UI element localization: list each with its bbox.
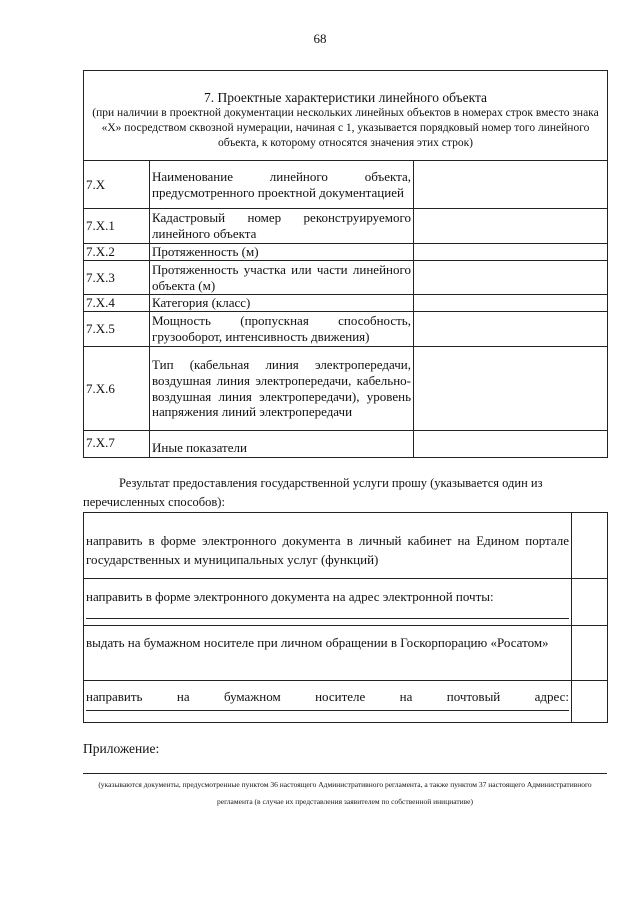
option-word: адрес:: [534, 689, 569, 704]
row-value-cell[interactable]: [414, 312, 608, 347]
postal-address-fill-line[interactable]: [86, 710, 569, 711]
row-value-cell[interactable]: [414, 161, 608, 209]
row-label: Иные показатели: [150, 431, 414, 458]
table-row: [84, 312, 608, 347]
delivery-option-row: [84, 681, 608, 723]
delivery-option-row: [84, 513, 608, 579]
option-label: выдать на бумажном носителе при личном обращении в Госкорпорацию «Росатом»: [84, 626, 572, 681]
section7-title: 7. Проектные характеристики линейного объекта: [203, 89, 488, 105]
table-row: [84, 347, 608, 431]
option-word: направить: [86, 689, 143, 704]
row-number: 7.X.6: [84, 347, 150, 431]
row-number: 7.X.4: [84, 295, 150, 312]
option-word: на: [176, 689, 190, 704]
page-number: 68: [313, 31, 327, 46]
option-checkbox[interactable]: [572, 579, 608, 626]
option-cell: [84, 579, 572, 626]
table-row: [84, 431, 608, 458]
row-value-cell[interactable]: [414, 347, 608, 431]
row-number: 7.X.7: [84, 431, 150, 458]
appendix-fill-line[interactable]: [83, 773, 607, 774]
section7-header-row: [84, 71, 608, 161]
row-number: 7.X: [84, 161, 150, 209]
option-cell: [84, 681, 572, 723]
row-label: Категория (класс): [150, 295, 414, 312]
delivery-option-row: [84, 626, 608, 681]
option-label: направить в форме электронного документа в личный кабинет на Едином портале государственных и муниципальных услуг (функций): [84, 513, 572, 579]
table-row: [84, 261, 608, 295]
option-label: направить в форме электронного документа на адрес электронной почты:: [86, 589, 494, 604]
row-value-cell[interactable]: [414, 431, 608, 458]
row-number: 7.X.2: [84, 244, 150, 261]
appendix-note: (указываются документы, предусмотренные пунктом 36 настоящего Административного регламента, а также пунктом 37 настоящего Административного регламента (в случае их представления заявителем по собственной инициативе): [98, 780, 592, 806]
option-word: почтовый: [446, 689, 501, 704]
option-checkbox[interactable]: [572, 681, 608, 723]
row-label: Наименование линейного объекта, предусмотренного проектной документацией: [150, 161, 414, 209]
table-row: [84, 161, 608, 209]
row-value-cell[interactable]: [414, 244, 608, 261]
appendix-label: Приложение:: [83, 741, 160, 756]
result-intro: Результат предоставления государственной услуги прошу (указывается один из перечисленных способов):: [83, 476, 543, 509]
row-label: Протяженность участка или части линейного объекта (м): [150, 261, 414, 295]
row-value-cell[interactable]: [414, 209, 608, 244]
row-value-cell[interactable]: [414, 261, 608, 295]
row-number: 7.X.1: [84, 209, 150, 244]
row-number: 7.X.5: [84, 312, 150, 347]
option-checkbox[interactable]: [572, 513, 608, 579]
row-label: Протяженность (м): [150, 244, 414, 261]
table-row: [84, 209, 608, 244]
section7-note: (при наличии в проектной документации нескольких линейных объектов в номерах строк вместо знака «X» посредством сквозной нумерации, начиная с 1, указывается порядковый номер того линейного объекта, к которому относятся значения этих строк): [92, 106, 599, 149]
option-label: [86, 687, 569, 706]
table-row: [84, 244, 608, 261]
table-row: [84, 295, 608, 312]
row-label: Мощность (пропускная способность, грузооборот, интенсивность движения): [150, 312, 414, 347]
email-fill-line[interactable]: [86, 618, 569, 619]
row-label: Тип (кабельная линия электропередачи, воздушная линия электропередачи, кабельно-воздушная линия электропередачи), уровень напряжения линий электропередачи: [150, 347, 414, 431]
section7-table: [83, 70, 608, 458]
option-word: носителе: [315, 689, 366, 704]
section7-header: [84, 71, 608, 161]
row-label: Кадастровый номер реконструируемого линейного объекта: [150, 209, 414, 244]
option-checkbox[interactable]: [572, 626, 608, 681]
option-word: на: [399, 689, 413, 704]
delivery-options-table: [83, 512, 608, 723]
option-word: бумажном: [223, 689, 281, 704]
row-number: 7.X.3: [84, 261, 150, 295]
row-value-cell[interactable]: [414, 295, 608, 312]
delivery-option-row: [84, 579, 608, 626]
